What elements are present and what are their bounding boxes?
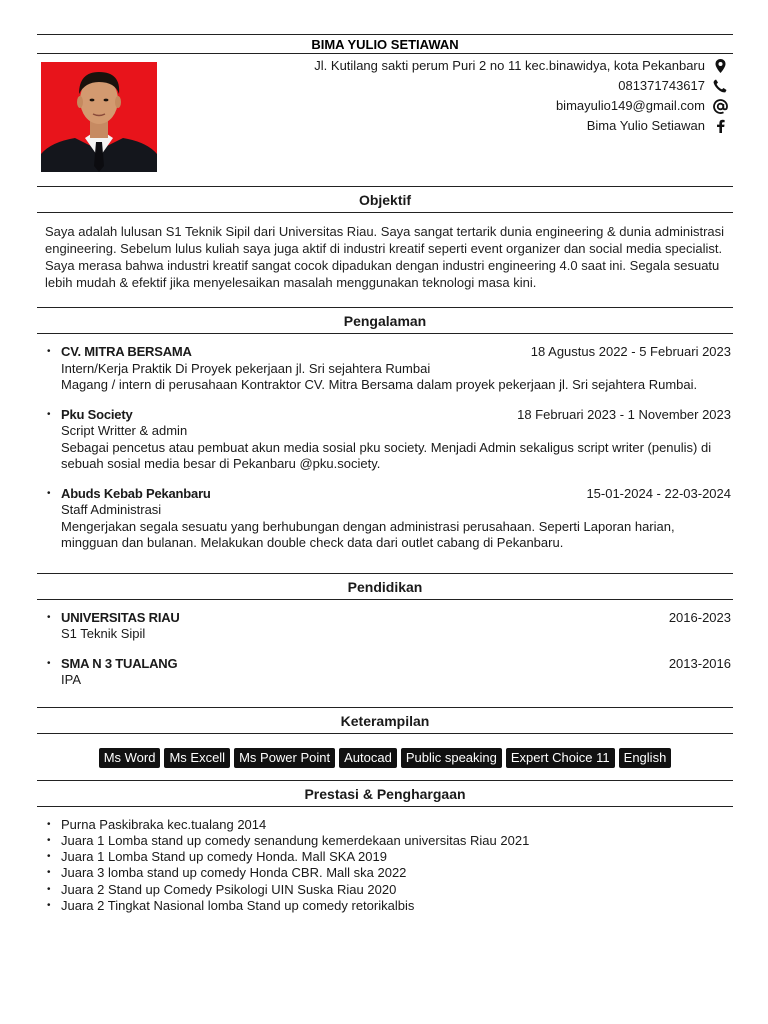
top-divider xyxy=(37,34,733,35)
award-item xyxy=(45,865,733,881)
candidate-name: BIMA YULIO SETIAWAN xyxy=(311,37,459,52)
contact-address xyxy=(314,56,729,76)
phone-text: 081371743617 xyxy=(618,78,705,93)
bullet-icon: • xyxy=(47,851,51,863)
objective-text: Saya adalah lulusan S1 Teknik Sipil dari Universitas Riau. Saya sangat tertarik dunia engineering & dunia administrasi engineering. Sebelum lulus kuliah saya juga aktif di industri kreatif seperti event organizer dan social media specialist. Saya merasa bahwa industri kreatif sangat cocok dipadukan dengan industri engineering 4.0 saat ini. Segala sesuatu lebih mudah & efektif jika menyelesaikan masalah menggunakan teknologi masa kini. xyxy=(45,224,725,290)
experience-role: Staff Administrasi xyxy=(61,502,162,517)
address-text: Jl. Kutilang sakti perum Puri 2 no 11 kec.binawidya, kota Pekanbaru xyxy=(314,58,705,73)
skill-chip: English xyxy=(619,748,672,768)
bullet-icon: • xyxy=(47,611,51,623)
award-item xyxy=(45,817,733,833)
map-pin-icon xyxy=(711,58,729,74)
award-item xyxy=(45,833,733,849)
experience-company: Abuds Kebab Pekanbaru xyxy=(61,485,211,501)
education-school: UNIVERSITAS RIAU xyxy=(61,609,180,625)
education-item xyxy=(45,610,731,643)
skill-chip: Autocad xyxy=(339,748,397,768)
bullet-icon: • xyxy=(47,657,51,669)
experience-date: 15-01-2024 - 22-03-2024 xyxy=(586,485,731,501)
experience-role: Intern/Kerja Praktik Di Proyek pekerjaan jl. Sri sejahtera Rumbai xyxy=(61,360,431,376)
bullet-icon: • xyxy=(47,867,51,879)
contact-email xyxy=(314,96,729,116)
skill-chip: Expert Choice 11 xyxy=(506,748,615,768)
facebook-text: Bima Yulio Setiawan xyxy=(586,118,705,133)
bullet-icon: • xyxy=(47,487,51,499)
experience-item xyxy=(45,486,731,552)
experience-description: Magang / intern di perusahaan Kontraktor CV. Mitra Bersama dalam proyek pekerjaan jl. Sri sejahtera Rumbai. xyxy=(61,377,698,392)
skills-list xyxy=(37,734,733,780)
section-title-awards: Prestasi & Penghargaan xyxy=(37,780,733,807)
bullet-icon: • xyxy=(47,899,51,911)
education-years: 2016-2023 xyxy=(668,609,731,625)
skill-chip: Public speaking xyxy=(401,748,502,768)
education-school: SMA N 3 TUALANG xyxy=(61,655,178,671)
bullet-icon: • xyxy=(47,883,51,895)
experience-list xyxy=(37,334,733,573)
email-text: bimayulio149@gmail.com xyxy=(555,98,705,113)
experience-description: Mengerjakan segala sesuatu yang berhubungan dengan administrasi perusahaan. Seperti Laporan harian, mingguan dan bulanan. Melakukan double check data dari outlet cabang di Pekanbaru. xyxy=(61,518,675,550)
award-item xyxy=(45,898,733,914)
bullet-icon: • xyxy=(47,346,51,357)
award-text: Juara 2 Stand up Comedy Psikologi UIN Suska Riau 2020 xyxy=(61,881,397,897)
contact-info xyxy=(314,56,729,136)
experience-date: 18 Agustus 2022 - 5 Februari 2023 xyxy=(530,344,731,359)
award-item xyxy=(45,849,733,865)
award-text: Juara 3 lomba stand up comedy Honda CBR. Mall ska 2022 xyxy=(61,865,407,881)
contact-facebook xyxy=(314,116,729,136)
award-text: Juara 1 Lomba stand up comedy senandung kemerdekaan universitas Riau 2021 xyxy=(61,832,530,848)
education-major: S1 Teknik Sipil xyxy=(61,626,146,641)
award-text: Purna Paskibraka kec.tualang 2014 xyxy=(61,816,267,832)
bullet-icon: • xyxy=(47,408,51,420)
experience-company: Pku Society xyxy=(61,406,133,422)
resume-page xyxy=(37,34,733,914)
section-title-objective: Objektif xyxy=(37,186,733,213)
education-list xyxy=(37,600,733,707)
experience-date: 18 Februari 2023 - 1 November 2023 xyxy=(517,406,731,422)
facebook-icon xyxy=(711,118,729,134)
phone-icon xyxy=(711,78,729,94)
experience-description: Sebagai pencetus atau pembuat akun media sosial pku society. Menjadi Admin sekaligus script writer (penulis) di sebuah sosial media besar di Pekanbaru @pku.society. xyxy=(61,439,712,471)
experience-company: CV. MITRA BERSAMA xyxy=(61,344,192,359)
skill-chip: Ms Word xyxy=(99,748,161,768)
experience-item xyxy=(45,344,731,394)
header-section xyxy=(37,54,733,186)
awards-list xyxy=(37,807,733,915)
award-text: Juara 2 Tingkat Nasional lomba Stand up comedy retorikalbis xyxy=(61,897,415,913)
education-item xyxy=(45,656,731,689)
education-major: IPA xyxy=(61,672,81,687)
experience-role: Script Writter & admin xyxy=(61,423,188,438)
profile-photo xyxy=(41,62,157,172)
section-title-experience: Pengalaman xyxy=(37,307,733,334)
award-item xyxy=(45,882,733,898)
skill-chip: Ms Excell xyxy=(164,748,230,768)
skill-chip: Ms Power Point xyxy=(234,748,335,768)
experience-item xyxy=(45,407,731,473)
education-years: 2013-2016 xyxy=(668,655,731,671)
section-title-education: Pendidikan xyxy=(37,573,733,600)
contact-phone xyxy=(314,76,729,96)
at-sign-icon xyxy=(711,98,729,114)
award-text: Juara 1 Lomba Stand up comedy Honda. Mall SKA 2019 xyxy=(61,849,387,865)
section-title-skills: Keterampilan xyxy=(37,707,733,734)
bullet-icon: • xyxy=(47,834,51,846)
bullet-icon: • xyxy=(47,818,51,830)
